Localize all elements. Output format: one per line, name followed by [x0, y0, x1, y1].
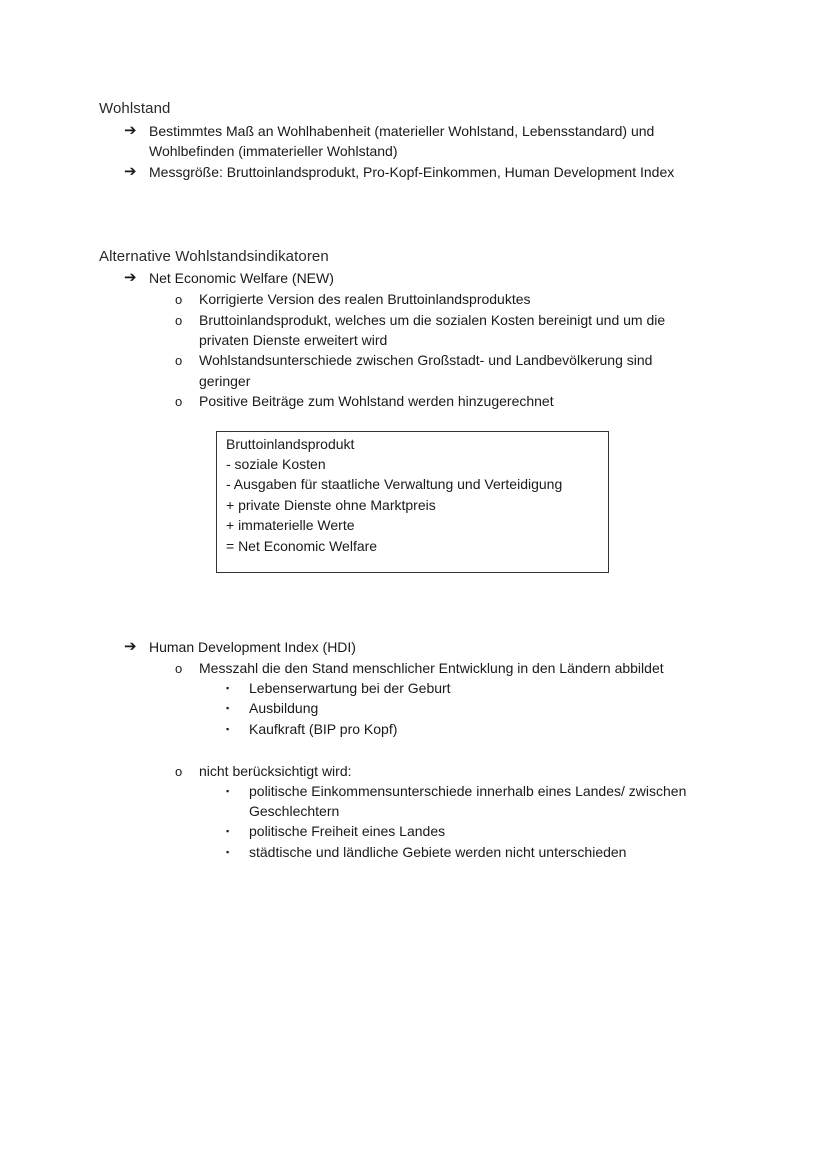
sub-bullet-text: Bruttoinlandsprodukt, welches um die sozialen Kosten bereinigt und um die [199, 312, 666, 328]
formula-line: Bruttoinlandsprodukt [226, 436, 355, 452]
section-heading-alternative: Alternative Wohlstandsindikatoren [99, 248, 329, 265]
arrow-icon: ➔ [124, 269, 137, 286]
square-bullet-icon: ▪ [226, 724, 230, 734]
arrow-icon: ➔ [124, 122, 137, 139]
circle-bullet-icon: o [175, 394, 183, 409]
bullet-text: Messgröße: Bruttoinlandsprodukt, Pro-Kopf-Einkommen, Human Development Index [149, 164, 675, 180]
factor-text: Ausbildung [249, 700, 319, 716]
square-bullet-icon: ▪ [226, 826, 230, 836]
excluded-text: politische Freiheit eines Landes [249, 823, 446, 839]
sub-bullet-text: geringer [199, 373, 251, 389]
sub-bullet-text: Messzahl die den Stand menschlicher Entwicklung in den Ländern abbildet [199, 660, 664, 676]
formula-line: - soziale Kosten [226, 456, 326, 472]
sub-bullet-text: Wohlstandsunterschiede zwischen Großstadt- und Landbevölkerung sind [199, 352, 653, 368]
arrow-icon: ➔ [124, 163, 137, 180]
circle-bullet-icon: o [175, 353, 183, 368]
new-formula-box [216, 431, 609, 573]
factor-text: Kaufkraft (BIP pro Kopf) [249, 721, 398, 737]
formula-line: + private Dienste ohne Marktpreis [226, 497, 436, 513]
circle-bullet-icon: o [175, 313, 183, 328]
sub-bullet-text: Positive Beiträge zum Wohlstand werden hinzugerechnet [199, 393, 554, 409]
bullet-text: Wohlbefinden (immaterieller Wohlstand) [149, 143, 398, 159]
bullet-text: Bestimmtes Maß an Wohlhabenheit (materieller Wohlstand, Lebensstandard) und [149, 123, 655, 139]
arrow-icon: ➔ [124, 638, 137, 655]
sub-bullet-text: nicht berücksichtigt wird: [199, 763, 352, 779]
sub-bullet-text: privaten Dienste erweitert wird [199, 332, 388, 348]
excluded-text: Geschlechtern [249, 803, 340, 819]
circle-bullet-icon: o [175, 292, 183, 307]
section-heading-wohlstand: Wohlstand [99, 100, 171, 117]
square-bullet-icon: ▪ [226, 703, 230, 713]
square-bullet-icon: ▪ [226, 847, 230, 857]
circle-bullet-icon: o [175, 661, 183, 676]
formula-line: + immaterielle Werte [226, 517, 355, 533]
square-bullet-icon: ▪ [226, 683, 230, 693]
factor-text: Lebenserwartung bei der Geburt [249, 680, 451, 696]
square-bullet-icon: ▪ [226, 786, 230, 796]
sub-bullet-text: Korrigierte Version des realen Bruttoinlandsproduktes [199, 291, 531, 307]
excluded-text: politische Einkommensunterschiede innerhalb eines Landes/ zwischen [249, 783, 687, 799]
excluded-text: städtische und ländliche Gebiete werden nicht unterschieden [249, 844, 627, 860]
bullet-text: Net Economic Welfare (NEW) [149, 270, 334, 286]
bullet-text: Human Development Index (HDI) [149, 639, 356, 655]
circle-bullet-icon: o [175, 764, 183, 779]
formula-line: - Ausgaben für staatliche Verwaltung und Verteidigung [226, 476, 563, 492]
formula-line: = Net Economic Welfare [226, 538, 378, 554]
